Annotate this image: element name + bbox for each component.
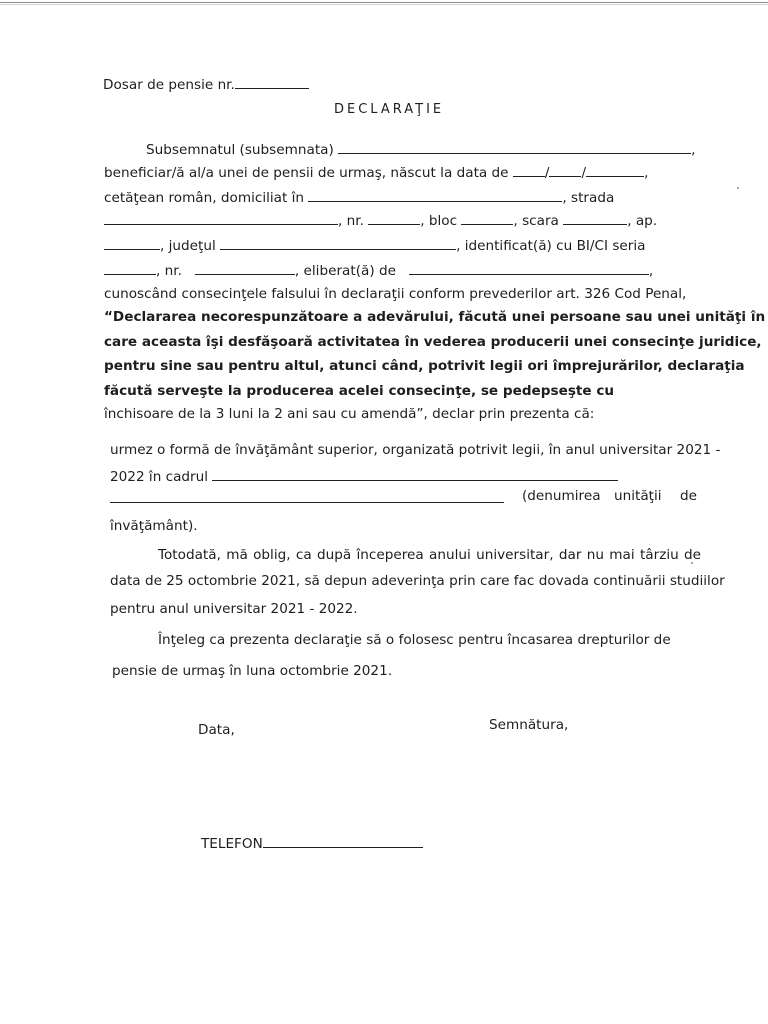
institution-field[interactable]	[212, 468, 618, 481]
telefon-line	[201, 835, 423, 852]
date-separator: /	[581, 165, 587, 181]
legal-quote-line-3: pentru sine sau pentru altul, atunci când, potrivit legii ori împrejurărilor, declaraţia	[104, 358, 745, 374]
obligation-line-3: pentru anul universitar 2021 - 2022.	[110, 601, 358, 617]
beneficiar-label: beneficiar/ă al/a unei de pensii de urmaş, născut la data de	[104, 165, 509, 181]
street-number-field[interactable]	[368, 212, 420, 225]
apartment-field[interactable]	[104, 237, 160, 250]
judetul-label: , judeţul	[160, 238, 216, 254]
comma: ,	[644, 165, 649, 181]
form-row-3	[104, 189, 614, 206]
bloc-label: , bloc	[420, 213, 458, 229]
id-nr-label: , nr.	[156, 263, 182, 279]
locality-field[interactable]	[308, 189, 562, 202]
dosar-line	[103, 76, 309, 93]
date-separator: /	[544, 165, 550, 181]
scara-field[interactable]	[563, 212, 627, 225]
understand-line-2: pensie de urmaş în luna octombrie 2021.	[112, 663, 393, 679]
id-series-field[interactable]	[104, 262, 156, 275]
id-number-field[interactable]	[195, 262, 295, 275]
dosar-number-field[interactable]	[235, 76, 309, 89]
form-row-4	[104, 212, 657, 229]
street-field[interactable]	[104, 212, 338, 225]
birth-day-field[interactable]	[513, 164, 545, 177]
legal-quote-line-1: “Declararea necorespunzătoare a adevărului, făcută unei persoane sau unei unităţi în	[104, 309, 766, 325]
date-label: Data,	[198, 722, 235, 738]
subsemnatul-label: Subsemnatul (subsemnata)	[146, 142, 334, 158]
bloc-field[interactable]	[461, 212, 513, 225]
legal-quote-line-2: care aceasta îşi desfăşoară activitatea în vederea producerii unei consecinţe juridice,	[104, 334, 762, 350]
county-field[interactable]	[220, 237, 456, 250]
study-line-4: învăţământ).	[110, 518, 198, 534]
in-cadrul-label: 2022 în cadrul	[110, 469, 209, 485]
name-field[interactable]	[338, 141, 691, 154]
legal-quote-line-4: făcută serveşte la producerea acelei consecinţe, se pedepseşte cu	[104, 383, 615, 399]
telefon-label: TELEFON	[201, 836, 263, 852]
comma: ,	[691, 142, 696, 158]
eliberat-label: , eliberat(ă) de	[294, 263, 396, 279]
form-row-1	[146, 141, 695, 158]
nr-label: , nr.	[338, 213, 364, 229]
obligation-line-2: data de 25 octombrie 2021, să depun adeverinţa prin care fac dovada continuării studiilor	[110, 573, 725, 589]
scan-speck	[737, 187, 739, 189]
strada-label: , strada	[562, 190, 615, 206]
document-title: DECLARAŢIE	[334, 102, 445, 117]
signature-label: Semnătura,	[489, 717, 569, 733]
comma: ,	[648, 263, 654, 279]
telefon-field[interactable]	[263, 835, 423, 848]
birth-month-field[interactable]	[549, 164, 581, 177]
de-label: de	[680, 488, 697, 504]
issuer-field[interactable]	[409, 262, 649, 275]
birth-year-field[interactable]	[586, 164, 644, 177]
legal-line-6: închisoare de la 3 luni la 2 ani sau cu amendă”, declar prin prezenta că:	[104, 406, 595, 422]
dosar-label: Dosar de pensie nr.	[103, 77, 235, 93]
legal-line-1: cunoscând consecinţele falsului în declaraţii conform prevederilor art. 326 Cod Penal,	[104, 286, 687, 302]
identificat-label: , identificat(ă) cu BI/CI seria	[456, 238, 646, 254]
study-line-1: urmez o formă de învăţământ superior, organizată potrivit legii, în anul universitar 2021 -	[110, 442, 721, 458]
scan-edge-line	[0, 2, 768, 3]
denumirea-label: (denumirea	[522, 488, 601, 504]
institution-field-line-2[interactable]	[110, 490, 504, 503]
form-row-6	[104, 262, 653, 279]
understand-line-1: Înţeleg ca prezenta declaraţie să o folosesc pentru încasarea drepturilor de	[158, 632, 671, 648]
form-row-5	[104, 237, 645, 254]
cetatean-label: cetăţean român, domiciliat în	[104, 190, 305, 206]
study-line-2	[110, 468, 618, 485]
unitatii-label: unităţii	[614, 488, 662, 504]
ap-label: , ap.	[627, 213, 658, 229]
form-row-2	[104, 164, 648, 181]
scara-label: , scara	[513, 213, 559, 229]
scan-edge-line	[0, 4, 768, 5]
obligation-line-1: Totodată, mă oblig, ca după începerea anului universitar, dar nu mai târziu de	[158, 547, 702, 563]
